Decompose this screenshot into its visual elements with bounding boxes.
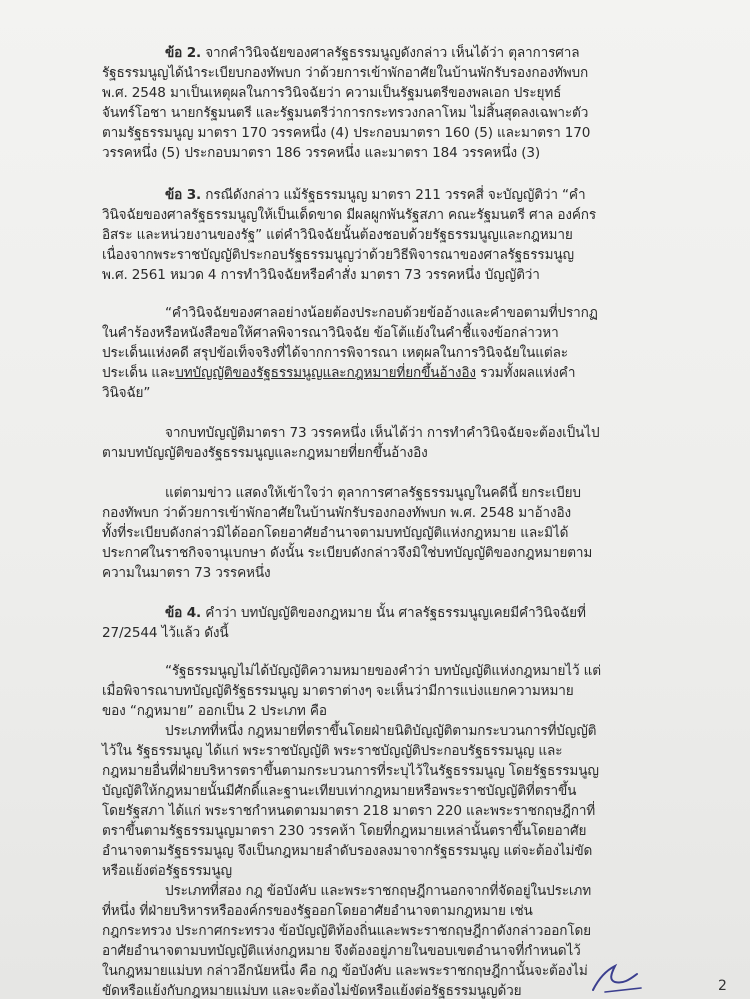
section-3-quote-line [102, 364, 575, 384]
type-one-line: หรือแย้งต่อรัฐธรรมนูญ [102, 863, 232, 879]
section-2-heading: ข้อ 2. [165, 45, 202, 61]
type-two-line: กฎกระทรวง ประกาศกระทรวง ข้อบัญญัติท้องถิ่นและพระราชกฤษฎีกาดังกล่าวออกโดย [102, 923, 591, 939]
type-two-line: ในกฎหมายแม่บท กล่าวอีกนัยหนึ่ง คือ กฎ ข้อบังคับ และพระราชกฤษฎีกานั้นจะต้องไม่ [102, 963, 588, 979]
section-4-first-line [165, 604, 586, 624]
section-3-line: เนื่องจากพระราชบัญญัติประกอบรัฐธรรมนูญว่าด้วยวิธีพิจารณาของศาลรัฐธรรมนูญ [102, 247, 574, 263]
section-2-line: จันทร์โอชา นายกรัฐมนตรี และรัฐมนตรีว่าการกระทรวงกลาโหม ไม่สิ้นสุดลงเฉพาะตัว [102, 105, 589, 121]
section-3-quote-line: “คำวินิจฉัยของศาลอย่างน้อยต้องประกอบด้วยข้ออ้างและคำขอตามที่ปรากฏ [165, 305, 598, 321]
type-two-line: ที่หนึ่ง ที่ฝ่ายบริหารหรือองค์กรของรัฐออกโดยอาศัยอำนาจตามกฎหมาย เช่น [102, 903, 533, 919]
section-2-line: พ.ศ. 2548 มาเป็นเหตุผลในการวินิจฉัยว่า ความเป็นรัฐมนตรีของพลเอก ประยุทธ์ [102, 85, 562, 101]
signature-mark [585, 960, 645, 996]
type-two-line: ประเภทที่สอง กฎ ข้อบังคับ และพระราชกฤษฎีกานอกจากที่จัดอยู่ในประเภท [165, 883, 592, 899]
section-3-news-line: แต่ตามข่าว แสดงให้เข้าใจว่า ตุลาการศาลรัฐธรรมนูญในคดีนี้ ยกระเบียบ [165, 485, 581, 501]
section-2-line: ตามรัฐธรรมนูญ มาตรา 170 วรรคหนึ่ง (4) ประกอบมาตรา 160 (5) และมาตรา 170 [102, 125, 591, 141]
type-one-line: โดยรัฐสภา ได้แก่ พระราชกำหนดตามมาตรา 218 มาตรา 220 และพระราชกฤษฎีกาที่ [102, 803, 596, 819]
type-two-line: ขัดหรือแย้งกับกฎหมายแม่บท และจะต้องไม่ขัดหรือแย้งต่อรัฐธรรมนูญด้วย [102, 983, 522, 999]
type-one-line: ไว้ใน รัฐธรรมนูญ ได้แก่ พระราชบัญญัติ พระราชบัญญัติประกอบรัฐธรรมนูญ และ [102, 743, 563, 759]
section-2-line: รัฐธรรมนูญได้นำระเบียบกองทัพบก ว่าด้วยการเข้าพักอาศัยในบ้านพักรับรองกองทัพบก [102, 65, 589, 81]
section-3-news-line: ทั้งที่ระเบียบดังกล่าวมิได้ออกโดยอาศัยอำนาจตามบทบัญญัติแห่งกฎหมาย และมิได้ [102, 525, 569, 541]
section-3-news-line: กองทัพบก ว่าด้วยการเข้าพักอาศัยในบ้านพักรับรองกองทัพบก พ.ศ. 2548 มาอ้างอิง [102, 505, 571, 521]
section-3-quote-line: ประเด็นแห่งคดี สรุปข้อเท็จจริงที่ได้จากการพิจารณา เหตุผลในการวินิจฉัยในแต่ละ [102, 345, 568, 361]
type-one-line: บัญญัติให้กฎหมายนั้นมีศักดิ์และฐานะเทียบเท่ากฎหมายหรือพระราชบัญญัติที่ตราขึ้น [102, 783, 577, 799]
page-number: 2 [718, 978, 727, 994]
section-3-news-line: ประกาศในราชกิจจานุเบกษา ดังนั้น ระเบียบดังกล่าวจึงมิใช่บทบัญญัติของกฎหมายตาม [102, 545, 593, 561]
underlined-quote-text: บทบัญญัติของรัฐธรรมนูญและกฎหมายที่ยกขึ้นอ้างอิง [175, 365, 476, 381]
section-3-line: กรณีดังกล่าว แม้รัฐธรรมนูญ มาตรา 211 วรรคสี่ จะบัญญัติว่า “คำ [201, 187, 586, 203]
quote-text: ประเด็น และ [102, 365, 176, 381]
section-2-line: จากคำวินิจฉัยของศาลรัฐธรรมนูญดังกล่าว เห็นได้ว่า ตุลาการศาล [201, 45, 580, 61]
section-4-quote-line: “รัฐธรรมนูญไม่ได้บัญญัติความหมายของคำว่า บทบัญญัติแห่งกฎหมายไว้ แต่ [165, 663, 601, 679]
section-3-quote-line: ในคำร้องหรือหนังสือขอให้ศาลพิจารณาวินิจฉัย ข้อโต้แย้งในคำชี้แจงข้อกล่าวหา [102, 325, 559, 341]
section-3-news-line: ความในมาตรา 73 วรรคหนึ่ง [102, 565, 271, 581]
section-3-analysis-line: ตามบทบัญญัติของรัฐธรรมนูญและกฎหมายที่ยกขึ้นอ้างอิง [102, 445, 428, 461]
quote-text: รวมทั้งผลแห่งคำ [475, 365, 576, 381]
section-2-line: วรรคหนึ่ง (5) ประกอบมาตรา 186 วรรคหนึ่ง และมาตรา 184 วรรคหนึ่ง (3) [102, 145, 540, 161]
type-two-line: อาศัยอำนาจตามบทบัญญัติแห่งกฎหมาย จึงต้องอยู่ภายในขอบเขตอำนาจที่กำหนดไว้ [102, 943, 581, 959]
section-3-first-line [165, 186, 586, 206]
section-2-first-line [165, 44, 579, 64]
section-3-quote-line: วินิจฉัย” [102, 385, 151, 401]
type-one-line: ตราขึ้นตามรัฐธรรมนูญมาตรา 230 วรรคห้า โดยที่กฎหมายเหล่านั้นตราขึ้นโดยอาศัย [102, 823, 587, 839]
section-4-line: 27/2544 ไว้แล้ว ดังนี้ [102, 625, 229, 641]
section-3-line: พ.ศ. 2561 หมวด 4 การทำวินิจฉัยหรือคำสั่ง มาตรา 73 วรรคหนึ่ง บัญญัติว่า [102, 267, 540, 283]
type-one-line: ประเภทที่หนึ่ง กฎหมายที่ตราขึ้นโดยฝ่ายนิติบัญญัติตามกระบวนการที่บัญญัติ [165, 723, 597, 739]
section-3-line: อิสระ และหน่วยงานของรัฐ” แต่คำวินิจฉัยนั้นต้องชอบด้วยรัฐธรรมนูญและกฎหมาย [102, 227, 573, 243]
section-3-line: วินิจฉัยของศาลรัฐธรรมนูญให้เป็นเด็ดขาด มีผลผูกพันรัฐสภา คณะรัฐมนตรี ศาล องค์กร [102, 207, 597, 223]
section-4-quote-line: เมื่อพิจารณาบทบัญญัติรัฐธรรมนูญ มาตราต่างๆ จะเห็นว่ามีการแบ่งแยกความหมาย [102, 683, 574, 699]
section-4-quote-line: ของ “กฎหมาย” ออกเป็น 2 ประเภท คือ [102, 703, 327, 719]
section-3-heading: ข้อ 3. [165, 187, 202, 203]
section-4-line: คำว่า บทบัญญัติของกฎหมาย นั้น ศาลรัฐธรรมนูญเคยมีคำวินิจฉัยที่ [201, 605, 586, 621]
section-3-analysis-line: จากบทบัญญัติมาตรา 73 วรรคหนึ่ง เห็นได้ว่า การทำคำวินิจฉัยจะต้องเป็นไป [165, 425, 600, 441]
section-4-heading: ข้อ 4. [165, 605, 202, 621]
type-one-line: กฎหมายอื่นที่ฝ่ายบริหารตราขึ้นตามกระบวนการที่ระบุไว้ในรัฐธรรมนูญ โดยรัฐธรรมนูญ [102, 763, 599, 779]
type-one-line: อำนาจตามรัฐธรรมนูญ จึงเป็นกฎหมายลำดับรองลงมาจากรัฐธรรมนูญ แต่จะต้องไม่ขัด [102, 843, 593, 859]
